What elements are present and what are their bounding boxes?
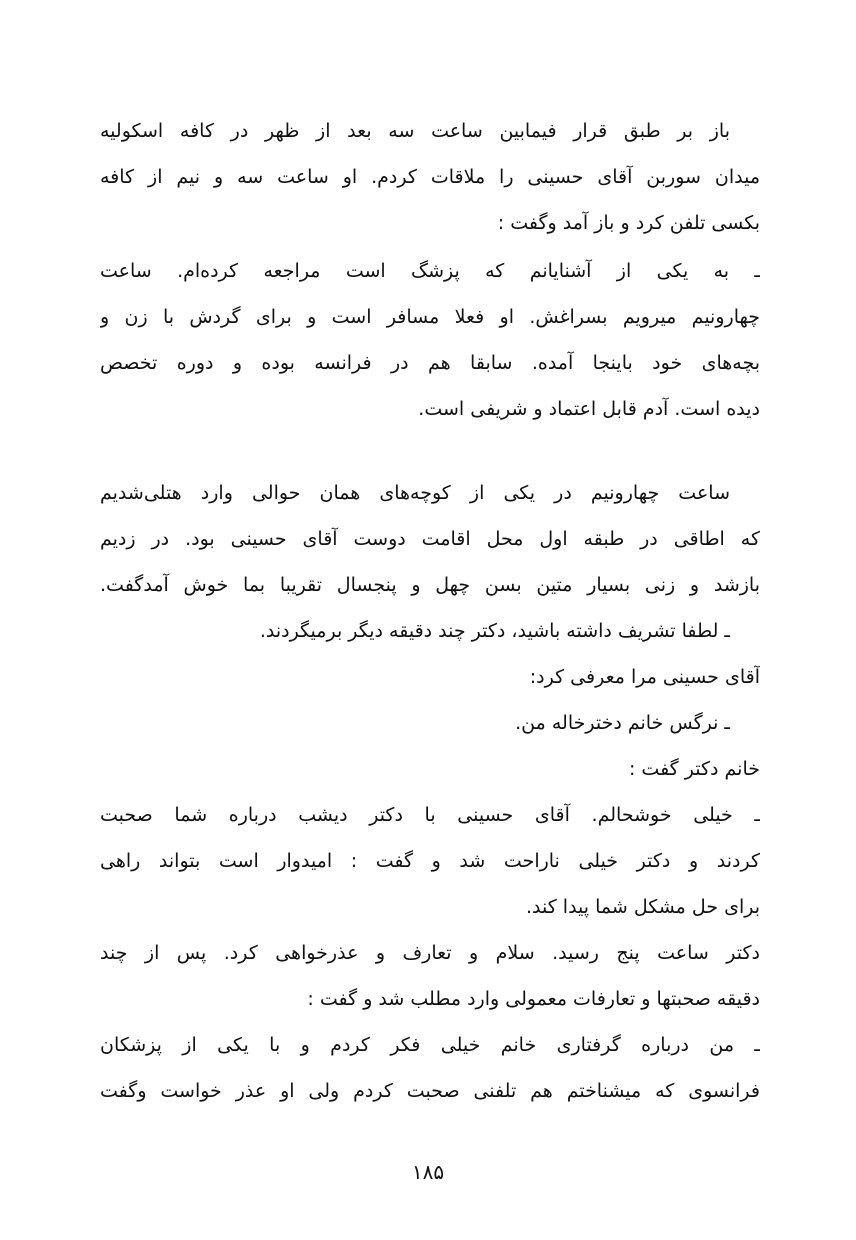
paragraph-line: برای حل مشکل شما پیدا کند. (525, 896, 760, 918)
paragraph-line: میدان سوربن آقای حسینی را ملاقات کردم. او ساعت سه و نیم از کافه (100, 166, 760, 188)
paragraph-line: ساعت چهارونیم در یکی از کوچه‌های همان حوالی وارد هتلی‌شدیم (100, 482, 730, 504)
paragraph-line: خانم دکتر گفت : (628, 758, 760, 780)
paragraph-line: ـ لطفا تشریف داشته باشید، دکتر چند دقیقه دیگر برمیگردند. (259, 620, 730, 642)
paragraph-line: ـ خیلی خوشحالم. آقای حسینی با دکتر دیشب درباره شما صحبت (100, 804, 760, 826)
paragraph-line: بازشد و زنی بسیار متین بسن چهل و پنجسال تقریبا بما خوش آمدگفت. (100, 574, 760, 596)
paragraph-line: ـ به یکی از آشنایانم که پزشگ است مراجعه کرده‌ام. ساعت (100, 260, 760, 282)
paragraph-3 (100, 470, 760, 1114)
paragraph-2 (100, 248, 760, 432)
paragraph-line: ـ من درباره گرفتاری خانم خیلی فکر کردم و با یکی از پزشکان (100, 1034, 760, 1056)
paragraph-line: بکسی تلفن کرد و باز آمد وگفت : (497, 212, 760, 234)
paragraph-1 (100, 108, 760, 246)
page-number: ۱۸۵ (411, 1160, 445, 1184)
paragraph-line: دیده است. آدم قابل اعتماد و شریفی است. (418, 398, 760, 420)
paragraph-line: که اطاقی در طبقه اول محل اقامت دوست آقای حسینی بود. در زدیم (100, 528, 760, 550)
paragraph-line: باز بر طبق قرار فیمابین ساعت سه بعد از ظهر در کافه اسکولیه (100, 120, 730, 142)
paragraph-line: کردند و دکتر خیلی ناراحت شد و گفت : امیدوار است بتواند راهی (100, 850, 760, 872)
paragraph-line: دکتر ساعت پنج رسید. سلام و تعارف و عذرخواهی کرد. پس از چند (100, 942, 760, 964)
paragraph-line: آقای حسینی مرا معرفی کرد: (529, 666, 760, 688)
paragraph-line: بچه‌های خود باینجا آمده. سابقا هم در فرانسه بوده و دوره تخصص (100, 352, 760, 374)
paragraph-line: فرانسوی که میشناختم هم تلفنی صحبت کردم ولی او عذر خواست وگفت (100, 1080, 760, 1102)
paragraph-line: دقیقه صحبتها و تعارفات معمولی وارد مطلب شد و گفت : (307, 988, 760, 1010)
paragraph-line: ـ نرگس خانم دخترخاله من. (515, 712, 730, 734)
paragraph-line: چهارونیم میرویم بسراغش. او فعلا مسافر است و برای گردش با زن و (100, 306, 760, 328)
